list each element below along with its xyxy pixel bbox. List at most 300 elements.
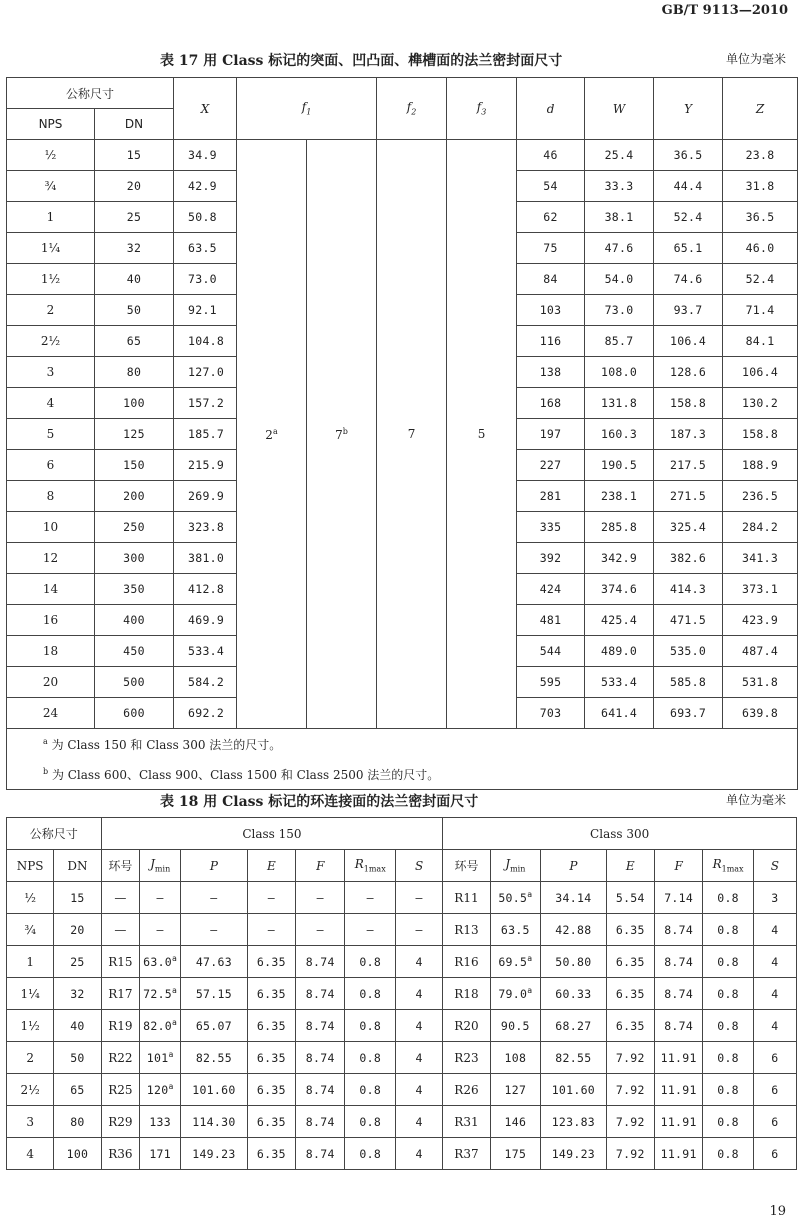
table-cell: 238.1 — [585, 481, 654, 512]
table-cell: 80 — [54, 1106, 101, 1138]
table-cell: 2½ — [7, 326, 95, 357]
table-cell: 3 — [7, 357, 95, 388]
table-cell: 11.91 — [654, 1074, 702, 1106]
table18-unit: 单位为毫米 — [725, 793, 786, 807]
table-cell: 595 — [517, 667, 585, 698]
table-cell: ¾ — [7, 914, 54, 946]
table-cell: 20 — [7, 667, 95, 698]
table-cell: 100 — [95, 388, 174, 419]
table-cell: 80 — [95, 357, 174, 388]
table-cell: 73.0 — [174, 264, 237, 295]
table-cell: 54.0 — [585, 264, 654, 295]
table-cell: 392 — [517, 543, 585, 574]
table-cell: 4 — [395, 1138, 442, 1170]
table-cell: 75 — [517, 233, 585, 264]
table-cell: 175 — [490, 1138, 541, 1170]
table-cell: 34.14 — [541, 882, 607, 914]
table-cell: 4 — [753, 946, 796, 978]
table-cell: 32 — [54, 978, 101, 1010]
table-cell: 31.8 — [723, 171, 798, 202]
table-cell: R17 — [101, 978, 140, 1010]
table-cell: — — [296, 914, 345, 946]
table-cell: 158.8 — [723, 419, 798, 450]
table-cell: 400 — [95, 605, 174, 636]
table-cell: 68.27 — [541, 1010, 607, 1042]
table-cell: 123.83 — [541, 1106, 607, 1138]
table-cell: 8.74 — [296, 946, 345, 978]
table-cell: 0.8 — [345, 978, 396, 1010]
p-header-150: P — [181, 850, 248, 882]
table-cell: 60.33 — [541, 978, 607, 1010]
table17 — [6, 77, 798, 790]
table-cell: 7.92 — [606, 1042, 654, 1074]
f3-value: 5 — [447, 140, 517, 729]
table-cell: 4 — [395, 1010, 442, 1042]
table-cell: 40 — [95, 264, 174, 295]
table-cell: ½ — [7, 140, 95, 171]
table-cell: 4 — [395, 1106, 442, 1138]
table-cell: 584.2 — [174, 667, 237, 698]
table-cell: 4 — [753, 914, 796, 946]
table-cell: 639.8 — [723, 698, 798, 729]
table-cell: 25 — [54, 946, 101, 978]
table-cell: 6 — [7, 450, 95, 481]
table-cell: 641.4 — [585, 698, 654, 729]
table18 — [6, 817, 797, 1170]
table-cell: 341.3 — [723, 543, 798, 574]
table17-footnote: $^a$ 为 Class 150 和 Class 300 法兰的尺寸。 — [7, 729, 798, 760]
table-cell: 0.8 — [703, 946, 754, 978]
table-cell: 25.4 — [585, 140, 654, 171]
d-header: d — [517, 78, 585, 140]
table-row — [7, 882, 797, 914]
table-cell: R36 — [101, 1138, 140, 1170]
table-cell: 382.6 — [654, 543, 723, 574]
table-cell: 16 — [7, 605, 95, 636]
table-cell: 20 — [54, 914, 101, 946]
table-cell: 1½ — [7, 264, 95, 295]
table-cell: 47.63 — [181, 946, 248, 978]
table-cell: R11 — [443, 882, 490, 914]
table-cell: 65.1 — [654, 233, 723, 264]
table-cell: 8 — [7, 481, 95, 512]
table-cell: 3 — [7, 1106, 54, 1138]
table-cell: 533.4 — [174, 636, 237, 667]
table-cell: 62 — [517, 202, 585, 233]
table-cell: 6.35 — [606, 1010, 654, 1042]
table-row — [7, 946, 797, 978]
table-cell: 85.7 — [585, 326, 654, 357]
table-row — [7, 1138, 797, 1170]
s-header-300: S — [753, 850, 796, 882]
table-cell: 12 — [7, 543, 95, 574]
table-cell: 300 — [95, 543, 174, 574]
table-cell: — — [101, 882, 140, 914]
table-cell: 50 — [54, 1042, 101, 1074]
table-cell: 100 — [54, 1138, 101, 1170]
table-cell: 138 — [517, 357, 585, 388]
table-cell: 6 — [753, 1106, 796, 1138]
table-cell: 6.35 — [247, 1074, 295, 1106]
table-cell: 197 — [517, 419, 585, 450]
table-cell: 52.4 — [723, 264, 798, 295]
table-cell: 471.5 — [654, 605, 723, 636]
table18-title: 表 18 用 Class 标记的环连接面的法兰密封面尺寸 — [160, 794, 479, 810]
f-header-300: F — [654, 850, 702, 882]
table-cell: 600 — [95, 698, 174, 729]
f1-value-a: 2$^a$ — [237, 140, 307, 729]
table-cell: 15 — [95, 140, 174, 171]
ring-number-header-300: 环号 — [443, 850, 490, 882]
table-cell: 54 — [517, 171, 585, 202]
f-header-150: F — [296, 850, 345, 882]
table-cell: ½ — [7, 882, 54, 914]
table-cell: 0.8 — [345, 1138, 396, 1170]
table-cell: 74.6 — [654, 264, 723, 295]
table-cell: R16 — [443, 946, 490, 978]
table-cell: 489.0 — [585, 636, 654, 667]
table-cell: 42.88 — [541, 914, 607, 946]
table-cell: 6 — [753, 1074, 796, 1106]
table-cell: 47.6 — [585, 233, 654, 264]
table-cell: 7.92 — [606, 1074, 654, 1106]
table-cell: 7.92 — [606, 1106, 654, 1138]
table-cell: 133 — [140, 1106, 181, 1138]
table-row — [7, 1074, 797, 1106]
table-cell: 487.4 — [723, 636, 798, 667]
table-cell: 6.35 — [247, 946, 295, 978]
table-cell: 11.91 — [654, 1042, 702, 1074]
table-cell: 284.2 — [723, 512, 798, 543]
table-cell: 0.8 — [703, 1010, 754, 1042]
table-cell: 535.0 — [654, 636, 723, 667]
table-cell: 374.6 — [585, 574, 654, 605]
table-cell: 8.74 — [296, 1042, 345, 1074]
table-cell: 185.7 — [174, 419, 237, 450]
table-row — [7, 914, 797, 946]
table-cell: 4 — [395, 978, 442, 1010]
table-cell: R37 — [443, 1138, 490, 1170]
table-cell: 0.8 — [703, 882, 754, 914]
t18-nominal-header: 公称尺寸 — [7, 818, 102, 850]
table-cell: 0.8 — [345, 1106, 396, 1138]
table17-footnote: $^b$ 为 Class 600、Class 900、Class 1500 和 Class 2500 法兰的尺寸。 — [7, 759, 798, 790]
table-cell: 342.9 — [585, 543, 654, 574]
table17-title: 表 17 用 Class 标记的突面、凹凸面、榫槽面的法兰密封面尺寸 — [160, 53, 563, 69]
j-min-header-300: $J_{min}$ — [490, 850, 541, 882]
table-cell: R18 — [443, 978, 490, 1010]
table-cell: 4 — [395, 946, 442, 978]
table-cell: 40 — [54, 1010, 101, 1042]
table-cell: 46 — [517, 140, 585, 171]
table-cell: R26 — [443, 1074, 490, 1106]
table-cell: 114.30 — [181, 1106, 248, 1138]
table-cell: 46.0 — [723, 233, 798, 264]
s-header-150: S — [395, 850, 442, 882]
table-cell: 544 — [517, 636, 585, 667]
table-cell: 425.4 — [585, 605, 654, 636]
table-cell: — — [345, 914, 396, 946]
table-cell: 414.3 — [654, 574, 723, 605]
table-cell: 8.74 — [296, 978, 345, 1010]
table-cell: — — [395, 914, 442, 946]
table-cell: — — [140, 914, 181, 946]
table-cell: — — [247, 882, 295, 914]
table-cell: 6 — [753, 1042, 796, 1074]
table-row — [7, 1106, 797, 1138]
table-cell: 703 — [517, 698, 585, 729]
table-cell: 4 — [7, 1138, 54, 1170]
table-cell: 50 — [95, 295, 174, 326]
table-cell: 57.15 — [181, 978, 248, 1010]
j-min-header-150: $J_{min}$ — [140, 850, 181, 882]
r1max-header-300: $R_{1max}$ — [703, 850, 754, 882]
table-cell: — — [101, 914, 140, 946]
table-cell: 1 — [7, 202, 95, 233]
table-cell: — — [181, 882, 248, 914]
table-cell: — — [181, 914, 248, 946]
table-cell: 2 — [7, 1042, 54, 1074]
table-cell: 692.2 — [174, 698, 237, 729]
table-cell: 481 — [517, 605, 585, 636]
table-cell: 6.35 — [606, 946, 654, 978]
table-cell: 381.0 — [174, 543, 237, 574]
table-cell: 101$^a$ — [140, 1042, 181, 1074]
table-cell: 450 — [95, 636, 174, 667]
table-cell: 0.8 — [345, 1010, 396, 1042]
table-cell: 116 — [517, 326, 585, 357]
nps-header: NPS — [7, 850, 54, 882]
table-cell: 23.8 — [723, 140, 798, 171]
dn-header: DN — [54, 850, 101, 882]
table-cell: 90.5 — [490, 1010, 541, 1042]
table-cell: 63.0$^a$ — [140, 946, 181, 978]
table-cell: 4 — [753, 1010, 796, 1042]
table-cell: 65 — [95, 326, 174, 357]
table-cell: — — [247, 914, 295, 946]
table-cell: 5 — [7, 419, 95, 450]
table-cell: R13 — [443, 914, 490, 946]
e-header-300: E — [606, 850, 654, 882]
table-cell: 108 — [490, 1042, 541, 1074]
table-cell: 72.5$^a$ — [140, 978, 181, 1010]
table-cell: 227 — [517, 450, 585, 481]
table-cell: 0.8 — [703, 978, 754, 1010]
table-cell: 7.92 — [606, 1138, 654, 1170]
table-cell: 82.55 — [541, 1042, 607, 1074]
table-cell: 50.5$^a$ — [490, 882, 541, 914]
table-cell: 0.8 — [703, 1074, 754, 1106]
table-cell: 63.5 — [490, 914, 541, 946]
table-cell: 6.35 — [247, 1106, 295, 1138]
table-cell: 104.8 — [174, 326, 237, 357]
table-cell: 4 — [395, 1042, 442, 1074]
table-cell: ¾ — [7, 171, 95, 202]
table-cell: 200 — [95, 481, 174, 512]
table-cell: 6.35 — [247, 978, 295, 1010]
table-cell: 106.4 — [723, 357, 798, 388]
table-cell: 8.74 — [654, 978, 702, 1010]
p-header-300: P — [541, 850, 607, 882]
table-row — [7, 978, 797, 1010]
table-cell: 158.8 — [654, 388, 723, 419]
table-cell: 6 — [753, 1138, 796, 1170]
table-cell: 8.74 — [654, 1010, 702, 1042]
table-cell: 127 — [490, 1074, 541, 1106]
table-cell: 146 — [490, 1106, 541, 1138]
table-cell: 20 — [95, 171, 174, 202]
table17-unit: 单位为毫米 — [725, 52, 786, 66]
table-cell: 82.0$^a$ — [140, 1010, 181, 1042]
table-row — [7, 1010, 797, 1042]
ring-number-header-150: 环号 — [101, 850, 140, 882]
table-cell: 693.7 — [654, 698, 723, 729]
e-header-150: E — [247, 850, 295, 882]
table-cell: 0.8 — [345, 946, 396, 978]
table-cell: 190.5 — [585, 450, 654, 481]
table-cell: 1¼ — [7, 233, 95, 264]
table-cell: 82.55 — [181, 1042, 248, 1074]
table-cell: 2 — [7, 295, 95, 326]
table-cell: 34.9 — [174, 140, 237, 171]
table-cell: 101.60 — [181, 1074, 248, 1106]
f3-header: $f_3$ — [447, 78, 517, 140]
r1max-header-150: $R_{1max}$ — [345, 850, 396, 882]
table-cell: 71.4 — [723, 295, 798, 326]
table-cell: 0.8 — [703, 1106, 754, 1138]
table-cell: 150 — [95, 450, 174, 481]
table-cell: — — [345, 882, 396, 914]
table-cell: 6.35 — [247, 1010, 295, 1042]
table-cell: — — [140, 882, 181, 914]
f2-value: 7 — [377, 140, 447, 729]
page-number: 19 — [769, 1204, 786, 1219]
table-cell: 25 — [95, 202, 174, 233]
table-cell: 69.5$^a$ — [490, 946, 541, 978]
table-cell: 15 — [54, 882, 101, 914]
table-row — [7, 1042, 797, 1074]
table-cell: 188.9 — [723, 450, 798, 481]
table-cell: R22 — [101, 1042, 140, 1074]
x-header: X — [174, 78, 237, 140]
table-cell: 217.5 — [654, 450, 723, 481]
table-cell: 285.8 — [585, 512, 654, 543]
table-cell: 335 — [517, 512, 585, 543]
table-cell: 79.0$^a$ — [490, 978, 541, 1010]
table-cell: 65 — [54, 1074, 101, 1106]
table-cell: R31 — [443, 1106, 490, 1138]
table-cell: 6.35 — [247, 1138, 295, 1170]
table-cell: 6.35 — [606, 914, 654, 946]
table-cell: 8.74 — [654, 914, 702, 946]
table-cell: 8.74 — [296, 1010, 345, 1042]
table-cell: 325.4 — [654, 512, 723, 543]
class300-header: Class 300 — [443, 818, 797, 850]
table-cell: 10 — [7, 512, 95, 543]
table-cell: 269.9 — [174, 481, 237, 512]
table-cell: 157.2 — [174, 388, 237, 419]
table-cell: 1¼ — [7, 978, 54, 1010]
table-cell: 18 — [7, 636, 95, 667]
table-cell: 323.8 — [174, 512, 237, 543]
table-cell: 412.8 — [174, 574, 237, 605]
table-cell: 106.4 — [654, 326, 723, 357]
table-cell: R23 — [443, 1042, 490, 1074]
table-cell: 423.9 — [723, 605, 798, 636]
table-cell: 38.1 — [585, 202, 654, 233]
table-cell: 125 — [95, 419, 174, 450]
table-cell: 4 — [753, 978, 796, 1010]
table-cell: R29 — [101, 1106, 140, 1138]
table-cell: 531.8 — [723, 667, 798, 698]
table-cell: 50.80 — [541, 946, 607, 978]
class150-header: Class 150 — [101, 818, 443, 850]
table-cell: 65.07 — [181, 1010, 248, 1042]
f1-value-b: 7$^b$ — [307, 140, 377, 729]
table-cell: 8.74 — [296, 1138, 345, 1170]
z-header: Z — [723, 78, 798, 140]
table-cell: 108.0 — [585, 357, 654, 388]
table-cell: R25 — [101, 1074, 140, 1106]
table-cell: 93.7 — [654, 295, 723, 326]
table-cell: 33.3 — [585, 171, 654, 202]
table-cell: 0.8 — [703, 1042, 754, 1074]
table-cell: 4 — [395, 1074, 442, 1106]
table-cell: 8.74 — [296, 1074, 345, 1106]
table-cell: 3 — [753, 882, 796, 914]
f1-header: $f_1$ — [237, 78, 377, 140]
table-cell: 5.54 — [606, 882, 654, 914]
table-cell: 187.3 — [654, 419, 723, 450]
table-cell: 36.5 — [723, 202, 798, 233]
dn-header: DN — [95, 109, 174, 140]
table-cell: 585.8 — [654, 667, 723, 698]
table-cell: R20 — [443, 1010, 490, 1042]
table-cell: 1½ — [7, 1010, 54, 1042]
table-cell: 500 — [95, 667, 174, 698]
table-cell: — — [395, 882, 442, 914]
table-cell: 4 — [7, 388, 95, 419]
table-cell: 32 — [95, 233, 174, 264]
nps-header: NPS — [7, 109, 95, 140]
table-cell: 101.60 — [541, 1074, 607, 1106]
table-cell: 63.5 — [174, 233, 237, 264]
f2-header: $f_2$ — [377, 78, 447, 140]
table-cell: 50.8 — [174, 202, 237, 233]
table-cell: 424 — [517, 574, 585, 605]
table-cell: 14 — [7, 574, 95, 605]
table-cell: 168 — [517, 388, 585, 419]
table-cell: 128.6 — [654, 357, 723, 388]
table-cell: 373.1 — [723, 574, 798, 605]
table-cell: 44.4 — [654, 171, 723, 202]
table-cell: 8.74 — [654, 946, 702, 978]
table-cell: 0.8 — [703, 1138, 754, 1170]
table-cell: — — [296, 882, 345, 914]
table-cell: 24 — [7, 698, 95, 729]
table-cell: R19 — [101, 1010, 140, 1042]
table-cell: 73.0 — [585, 295, 654, 326]
table-cell: 131.8 — [585, 388, 654, 419]
table-cell: 149.23 — [181, 1138, 248, 1170]
table-cell: 533.4 — [585, 667, 654, 698]
w-header: W — [585, 78, 654, 140]
table-cell: R15 — [101, 946, 140, 978]
table-cell: 36.5 — [654, 140, 723, 171]
table-cell: 120$^a$ — [140, 1074, 181, 1106]
table-cell: 160.3 — [585, 419, 654, 450]
table-cell: 127.0 — [174, 357, 237, 388]
